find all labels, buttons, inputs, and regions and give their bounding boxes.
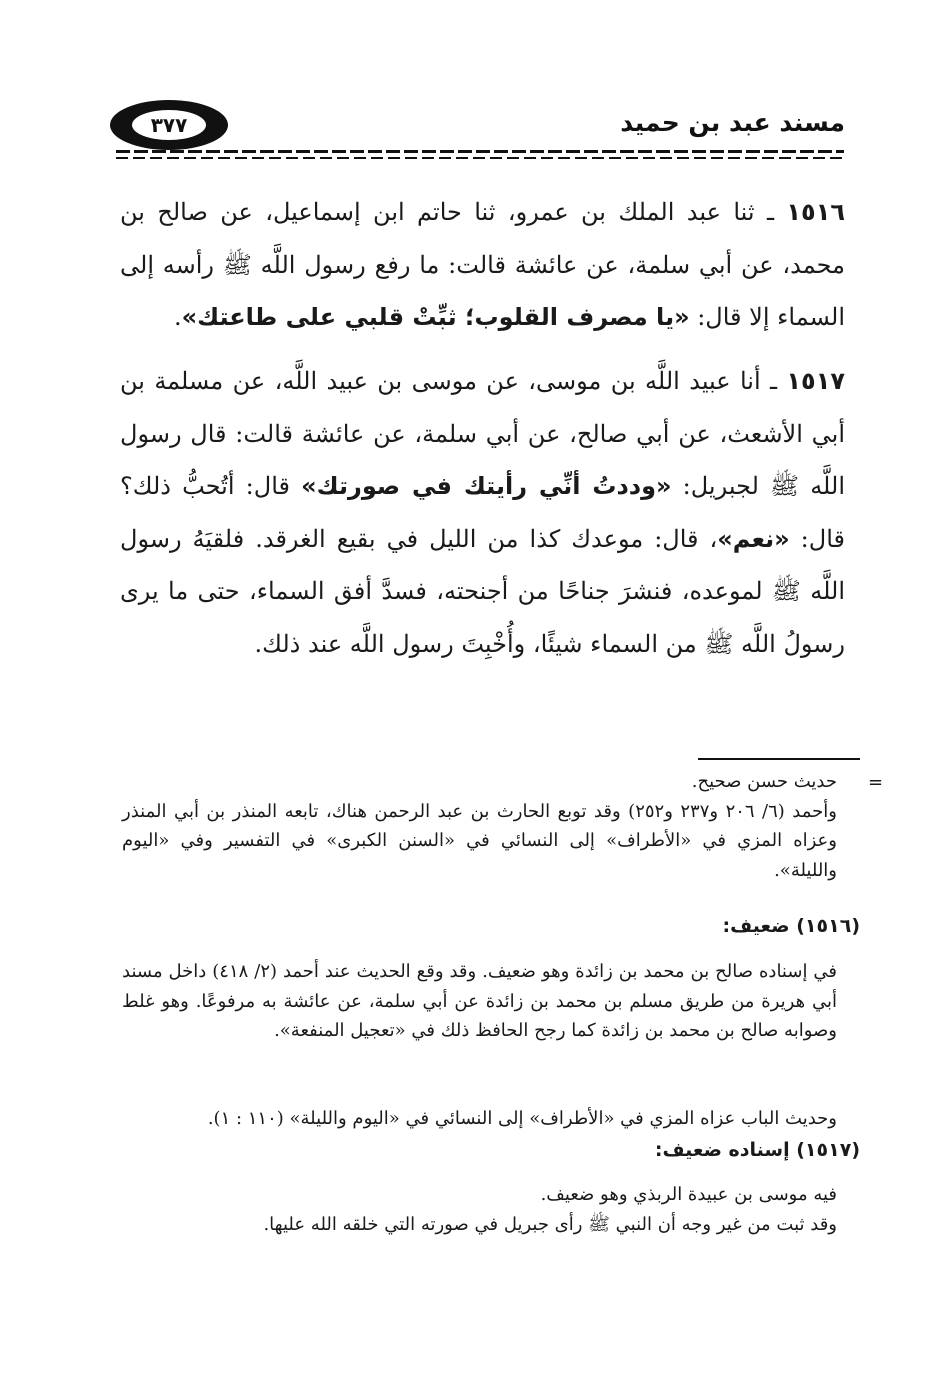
footnote-line: حديث حسن صحيح. <box>691 771 837 792</box>
hadith-text: ـ ثنا عبد الملك بن عمرو، ثنا حاتم ابن إسماعيل، عن صالح بن محمد، عن أبي سلمة، عن عائشة قالت: ما رفع رسول اللَّه ﷺ رأسه إلى السماء إلا قال: <box>120 198 845 331</box>
footnote-paragraph <box>122 1104 837 1134</box>
hadith-number: ١٥١٦ <box>786 198 845 226</box>
hadith-number: ١٥١٧ <box>786 367 845 395</box>
hadith-quote: «نعم» <box>717 524 790 553</box>
footnote-paragraph <box>122 767 837 885</box>
hadith-text: ـ أنا عبيد اللَّه بن موسى، عن موسى بن عبيد اللَّه، عن مسلمة بن أبي الأشعث، عن أبي صالح، عن أبي سلمة، عن عائشة قالت: قال رسول اللَّه ﷺ لجبريل: <box>120 367 845 500</box>
footnote-heading-1516: (١٥١٦) ضعيف: <box>722 915 860 937</box>
footnote-line: وأحمد (٦/ ٢٠٦ و٢٣٧ و٢٥٢) وقد توبع الحارث بن عبد الرحمن هناك، تابعه المنذر بن أبي المنذر وعزاه المزي في «الأطراف» إلى النسائي في «السنن الكبرى» في التفسير وفي «اليوم والليلة». <box>122 800 837 881</box>
footnote-line: في إسناده صالح بن محمد بن زائدة وهو ضعيف. وقد وقع الحديث عند أحمد (٢/ ٤١٨) داخل مسند أبي هريرة من طريق مسلم بن محمد بن زائدة عن أبي سلمة، عن عائشة به مرفوعًا. وهو غلط وصوابه صالح بن محمد بن زائدة كما رجح الحافظ ذلك في «تعجيل المنفعة». <box>122 961 837 1041</box>
footnote-paragraph <box>122 957 837 1046</box>
page-number: ٣٧٧ <box>132 110 206 140</box>
hadith-1517 <box>120 355 845 670</box>
footnote-paragraph <box>122 1180 837 1239</box>
hadith-quote: «وددتُ أنِّي رأيتك في صورتك» <box>301 472 672 500</box>
footnote-line: فيه موسى بن عبيدة الربذي وهو ضعيف. <box>540 1184 837 1205</box>
footnote-separator <box>698 758 860 760</box>
page-number-badge <box>110 100 228 150</box>
header-rule-secondary <box>116 157 844 159</box>
hadith-text-end: . <box>173 303 182 331</box>
running-title: مسند عبد بن حميد <box>620 108 845 137</box>
hadith-1516 <box>120 186 845 344</box>
header-rule <box>116 150 844 153</box>
hadith-text: قال: أتُحبُّ ذلك؟ قال: <box>120 472 845 553</box>
hadith-text: ، قال: موعدك كذا من الليل في بقيع الغرقد. فلقيَهُ رسول اللَّه ﷺ لموعده، فنشرَ جناحًا من أجنحته، فسدَّ أفق السماء، حتى ما يرى رسولُ اللَّه ﷺ من السماء شيئًا، وأُخْبِتَ رسول اللَّه عند ذلك. <box>120 524 845 658</box>
footnote-line: وقد ثبت من غير وجه أن النبي ﷺ رأى جبريل في صورته التي خلقه الله عليها. <box>263 1213 837 1235</box>
hadith-quote: «يا مصرف القلوب؛ ثبِّتْ قلبي على طاعتك» <box>181 303 690 331</box>
footnote-heading-1517: (١٥١٧) إسناده ضعيف: <box>654 1139 860 1161</box>
footnote-line: وحديث الباب عزاه المزي في «الأطراف» إلى النسائي في «اليوم والليلة» (١١٠ : ١). <box>207 1108 837 1129</box>
footnote-continuation-mark: = <box>868 772 884 793</box>
